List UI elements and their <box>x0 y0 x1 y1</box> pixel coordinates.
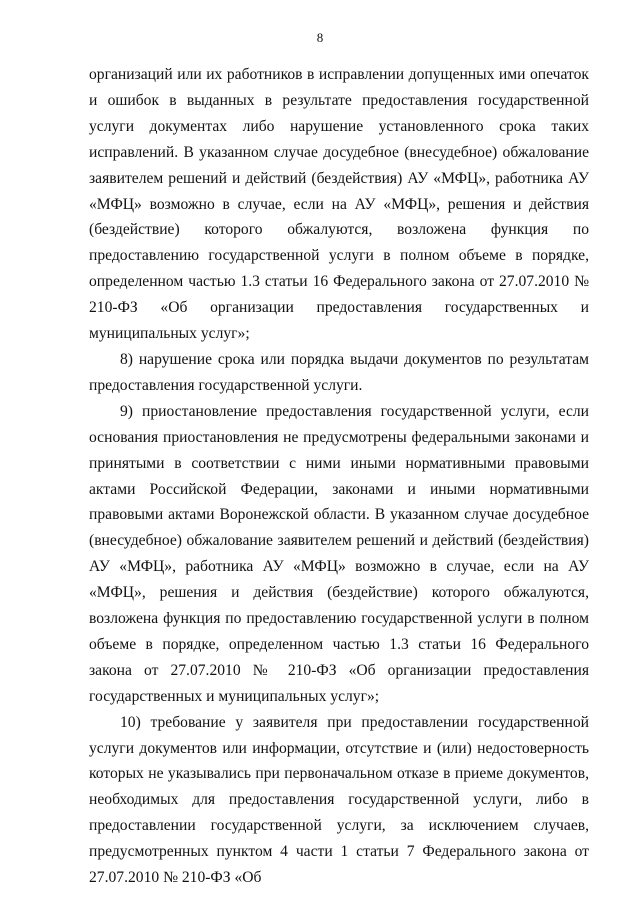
paragraph-continuation: организаций или их работников в исправлении допущенных ими опечаток и ошибок в выданных в результате предоставления государственной услуги документах либо нарушение установленного срока таких исправлений. В указанном случае досудебное (внесудебное) обжалование заявителем решений и действий (бездействия) АУ «МФЦ», работника АУ «МФЦ» возможно в случае, если на АУ «МФЦ», решения и действия (бездействие) которого обжалуются, возложена функция по предоставлению государственной услуги в полном объеме в порядке, определенном частью 1.3 статьи 16 Федерального закона от 27.07.2010 № 210-ФЗ «Об организации предоставления государственных и муниципальных услуг»; <box>89 66 589 343</box>
paragraph-item-9: 9) приостановление предоставления государственной услуги, если основания приостановления не предусмотрены федеральными законами и принятыми в соответствии с ними иными нормативными правовыми актами Российской Федерации, законами и иными нормативными правовыми актами Воронежской области. В указанном случае досудебное (внесудебное) обжалование заявителем решений и действий (бездействия) АУ «МФЦ», работника АУ «МФЦ» возможно в случае, если на АУ «МФЦ», решения и действия (бездействие) которого обжалуются, возложена функция по предоставлению государственной услуги в полном объеме в порядке, определенном частью 1.3 статьи 16 Федерального закона от 27.07.2010 № 210-ФЗ «Об организации предоставления государственных и муниципальных услуг»; <box>89 402 589 705</box>
paragraph-item-10: 10) требование у заявителя при предоставлении государственной услуги документов или информации, отсутствие и (или) недостоверность которых не указывались при первоначальном отказе в приеме документов, необходимых для предоставления государственной услуги, либо в предоставлении государственной услуги, за исключением случаев, предусмотренных пунктом 4 части 1 статьи 7 Федерального закона от 27.07.2010 № 210-ФЗ «Об <box>89 713 589 887</box>
document-body <box>89 62 589 891</box>
page-number: 8 <box>316 30 324 45</box>
paragraph-item-8: 8) нарушение срока или порядка выдачи документов по результатам предоставления государственной услуги. <box>89 350 589 394</box>
